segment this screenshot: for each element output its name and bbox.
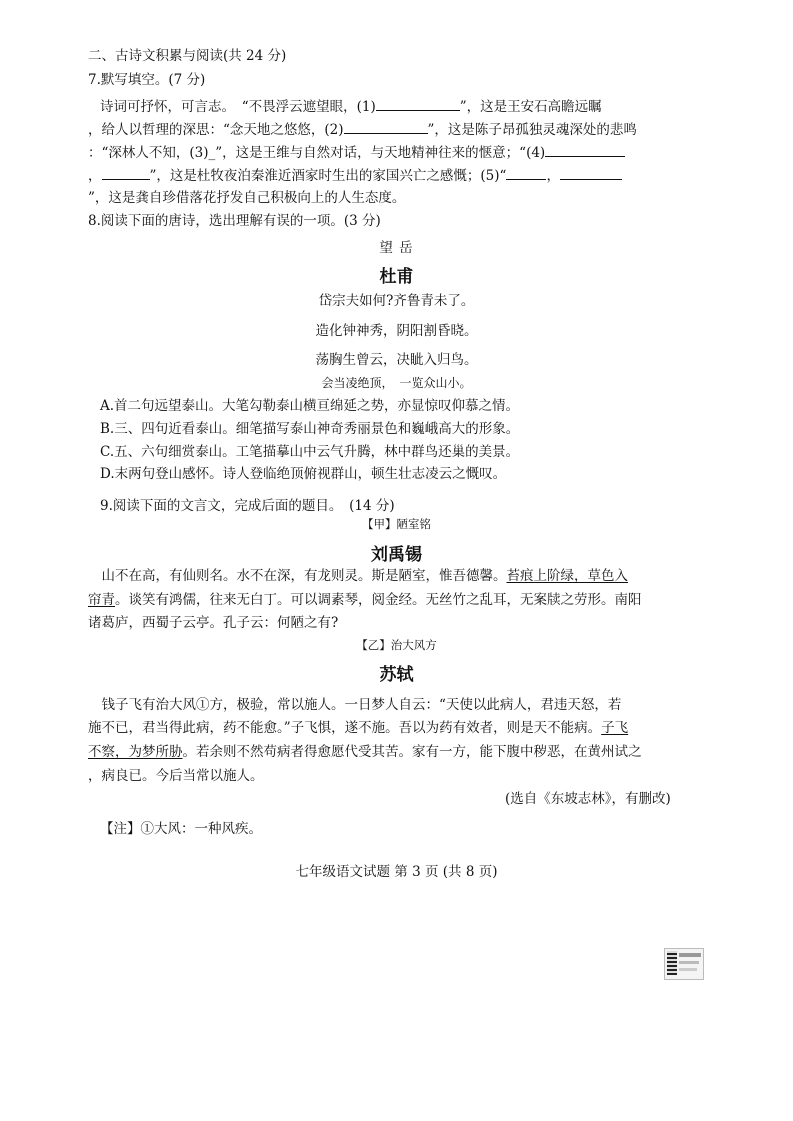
poem-title: 望 岳 <box>379 240 414 256</box>
poem-line: 会当凌绝顶， 一览众山小。 <box>321 376 472 390</box>
answer-blank-4a[interactable] <box>545 142 625 157</box>
q9-heading: 9.阅读下面的文言文，完成后面的题目。 (14 分) <box>100 498 395 514</box>
q7-text: ”，这是王安石高瞻远瞩 <box>459 99 602 115</box>
yi-text: 。若余则不然苟病者得愈愿代受其苦。家有一方，能下腹中秽恶，在黄州试之 <box>182 744 642 760</box>
answer-blank-1[interactable] <box>376 96 460 111</box>
poem-line: 造化钟神秀，阴阳割昏晓。 <box>315 323 478 339</box>
passage-jia-label: 【甲】陋室铭 <box>362 517 431 531</box>
q8-heading: 8.阅读下面的唐诗，选出理解有误的一项。(3 分) <box>88 213 381 229</box>
yi-text: 施不已，君当得此病，药不能愈。”子飞惧，遂不施。吾以为药有效者，则是天不能病。 <box>88 720 602 736</box>
answer-blank-5a[interactable] <box>506 165 546 180</box>
q7-text: 诗词可抒怀，可言志。 “不畏浮云遮望眼，(1) <box>100 99 376 115</box>
option-a[interactable]: A.首二句远望泰山。大笔勾勒泰山横亘绵延之势，亦显惊叹仰慕之情。 <box>100 398 520 414</box>
answer-blank-4b[interactable] <box>102 165 150 180</box>
q7-line-2 <box>88 119 637 140</box>
q7-line-1 <box>100 96 602 117</box>
q7-text: ”，这是陈子昂孤独灵魂深处的悲鸣 <box>427 122 637 138</box>
q7-heading: 7.默写填空。(7 分) <box>88 72 206 88</box>
yi-line-2 <box>88 718 628 738</box>
annotation-note: 【注】①大风：一种风疾。 <box>100 821 262 837</box>
q7-text: ， <box>546 168 560 184</box>
option-d[interactable]: D.末两句登山感怀。诗人登临绝顶俯视群山，顿生壮志凌云之慨叹。 <box>100 466 507 482</box>
passage-yi-label: 【乙】治大风方 <box>356 638 437 652</box>
passage-jia-author: 刘禹锡 <box>371 545 422 565</box>
page-footer: 七年级语文试题 第 3 页 (共 8 页) <box>295 864 498 880</box>
answer-blank-5b[interactable] <box>560 165 622 180</box>
q7-text: ：“深林人不知，(3)_”，这是王维与自然对话，与天地精神往来的惬意；“(4) <box>88 145 546 161</box>
yi-line-1: 钱子飞有治大风①方，极验，常以施人。一日梦人自云：“天使以此病人，君违天怒，若 <box>88 697 622 713</box>
poem-line: 荡胸生曾云，决眦入归鸟。 <box>315 352 478 368</box>
jia-underlined: 苔痕上阶绿，草色入 <box>506 568 628 584</box>
passage-source: (选自《东坡志林》，有删改) <box>505 791 671 807</box>
poem-line: 岱宗夫如何?齐鲁青未了。 <box>318 293 475 309</box>
option-b[interactable]: B.三、四句近看泰山。细笔描写泰山神奇秀丽景色和巍峨高大的形象。 <box>100 421 520 437</box>
jia-underlined: 帘青 <box>88 592 115 608</box>
jia-line-2 <box>88 590 642 610</box>
passage-yi-author: 苏轼 <box>379 665 414 685</box>
answer-blank-2[interactable] <box>344 119 428 134</box>
yi-line-4: ，病良已。今后当常以施人。 <box>88 768 264 784</box>
option-c[interactable]: C.五、六句细赏泰山。工笔描摹山中云气升腾，林中群鸟还巢的美景。 <box>100 444 520 460</box>
yi-line-3 <box>88 742 642 762</box>
poem-author: 杜甫 <box>379 267 414 287</box>
yi-underlined: 子飞 <box>601 720 629 736</box>
jia-line-1 <box>88 566 628 586</box>
jia-text: 。谈笑有鸿儒，往来无白丁。可以调素琴，阅金经。无丝竹之乱耳，无案牍之劳形。南阳 <box>115 592 642 608</box>
section-heading: 二、古诗文积累与阅读(共 24 分) <box>88 48 287 64</box>
q7-text: ”，这是杜牧夜泊秦淮近酒家时生出的家国兴亡之感慨；(5)“ <box>149 168 507 184</box>
yi-underlined: 不察，为梦所胁 <box>88 744 183 760</box>
jia-line-3: 诸葛庐，西蜀子云亭。孔子云：何陋之有? <box>88 615 339 631</box>
q7-text: ，给人以哲理的深思：“念天地之悠悠，(2) <box>88 122 344 138</box>
q7-line-3 <box>88 142 625 163</box>
q7-line-4 <box>88 165 622 186</box>
q7-line-5: ”，这是龚自珍借落花抒发自己积极向上的人生态度。 <box>88 190 406 206</box>
qr-code-watermark <box>664 948 704 980</box>
q7-text: ， <box>88 168 102 184</box>
jia-text: 山不在高，有仙则名。水不在深，有龙则灵。斯是陋室，惟吾德馨。 <box>88 568 507 584</box>
